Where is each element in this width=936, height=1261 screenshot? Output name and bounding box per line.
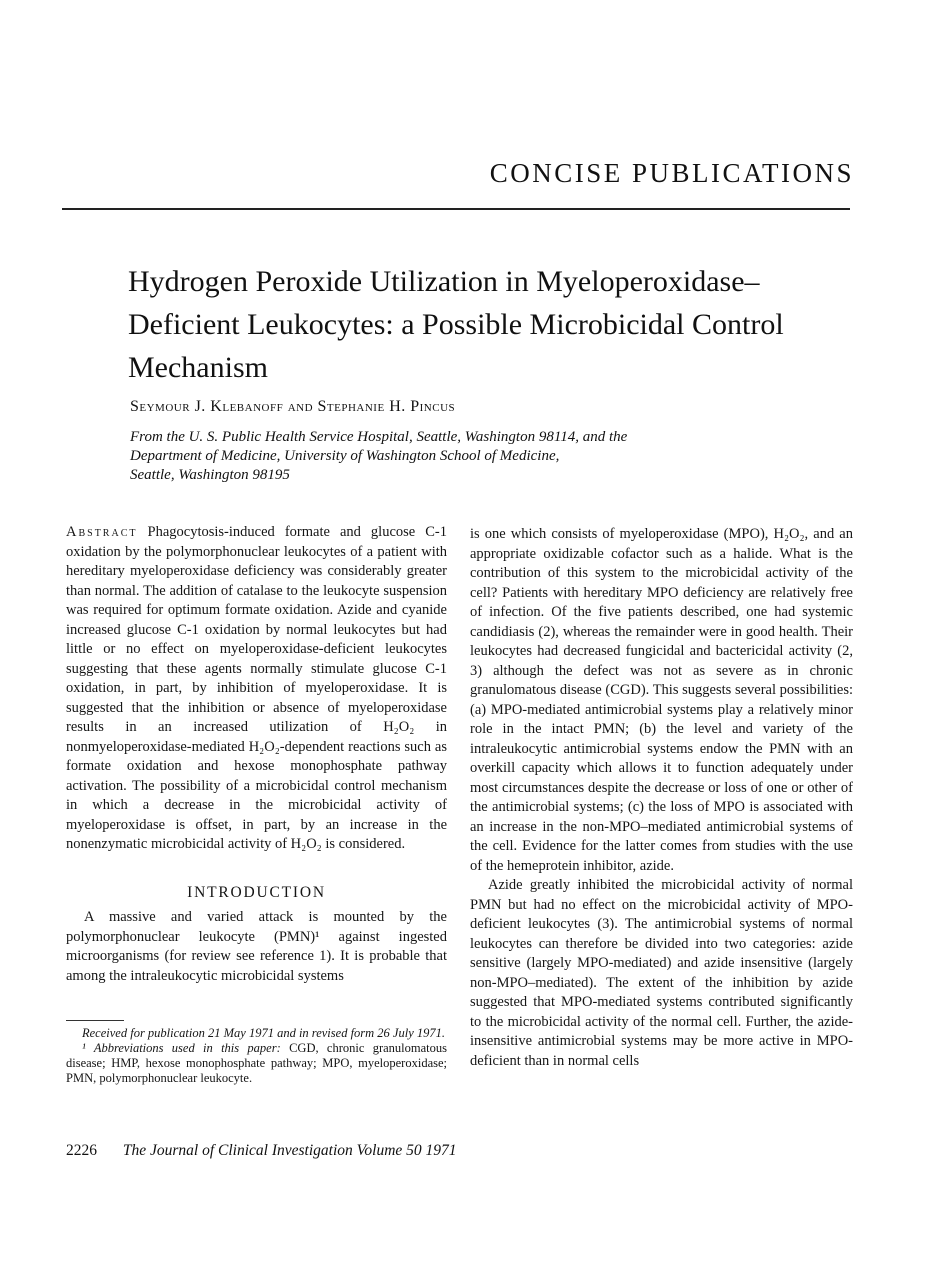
abstract bbox=[66, 523, 447, 855]
abbreviations-text: CGD, chronic granulomatous disease; HMP, hexose monophosphate pathway; MPO, myeloperoxidase; PMN, polymorphonuclear leukocyte. bbox=[66, 1041, 447, 1085]
intro-paragraph-1-continued: is one which consists of myeloperoxidase (MPO), H₂O₂, and an appropriate oxidizable cofactor such as a halide. What is the contribution of this system to the microbicidal activity of the cell? Patients with hereditary MPO deficiency are relatively free of infection. Of the five patients described, one had systemic candidiasis (2), whereas the remainder were in good health. Their leukocytes had decreased fungicidal and bactericidal activity (2, 3) although the defect was not as severe as in chronic granulomatous disease (CGD). This suggests several possibilities: (a) MPO-mediated antimicrobial systems play a relatively minor role in the intact PMN; (b) the level and variety of the intraleukocytic antimicrobial systems endow the PMN with an overkill capacity which allows it to function adequately under most circumstances despite the decrease or loss of one or other of the antimicrobial systems; (c) the loss of MPO is associated with an increase in the non-MPO–mediated antimicrobial systems of the cell. Evidence for the latter comes from studies with the use of the hemeprotein inhibitor, azide. bbox=[470, 526, 853, 874]
received-note: Received for publication 21 May 1971 and in revised form 26 July 1971. bbox=[82, 1026, 446, 1040]
abbreviations-note bbox=[66, 1041, 447, 1086]
abbreviations-label: ¹ Abbreviations used in this paper: bbox=[82, 1041, 281, 1055]
section-heading: CONCISE PUBLICATIONS bbox=[489, 158, 854, 188]
header-rule bbox=[62, 208, 850, 210]
intro-paragraph-2: Azide greatly inhibited the microbicidal activity of normal PMN but had no effect on the microbicidal activity of MPO-deficient leukocytes (3). The antimicrobial systems of normal leukocytes can therefore be divided into two categories: azide sensitive (largely MPO-mediated) and azide insensitive (largely non-MPO–mediated). The extent of the inhibition by azide suggested that MPO-mediated systems contributed significantly to the microbicidal activity of the normal cell. Further, the azide-insensitive antimicrobial systems may be more active in MPO-deficient than in normal cells bbox=[470, 877, 853, 1069]
footnotes bbox=[66, 1026, 447, 1086]
abstract-text: Phagocytosis-induced formate and glucose C-1 oxidation by the polymorphonuclear leukocytes of a patient with hereditary myeloperoxidase deficiency was considerably greater than normal. The addition of catalase to the leukocyte suspension was required for optimum formate oxidation. Azide and cyanide increased glucose C-1 oxidation by normal leukocytes but had little or no effect on myeloperoxidase-deficient leukocytes suggesting that these agents normally stimulate glucose C-1 oxidation, in part, by inhibition of myeloperoxidase. It is suggested that the inhibition or absence of myeloperoxidase results in an increased utilization of H₂O₂ in nonmyeloperoxidase-mediated H₂O₂-dependent reactions such as formate oxidation and hexose monophosphate pathway activation. The possibility of a microbicidal control mechanism in which a decrease in the microbicidal activity of myeloperoxidase is offset, in part, by an increase in the nonenzymatic microbicidal activity of H₂O₂ is considered. bbox=[66, 524, 448, 852]
footnote-rule bbox=[66, 1020, 124, 1021]
right-column bbox=[470, 525, 853, 1071]
article-title: Hydrogen Peroxide Utilization in Myeloperoxidase–Deficient Leukocytes: a Possible Microbicidal Control Mechanism bbox=[128, 265, 784, 384]
introduction-heading: INTRODUCTION bbox=[187, 883, 326, 901]
affiliation bbox=[130, 428, 770, 485]
authors: Seymour J. Klebanoff and Stephanie H. Pincus bbox=[130, 398, 456, 415]
page-footer bbox=[66, 1142, 457, 1160]
journal-citation: The Journal of Clinical Investigation Volume 50 1971 bbox=[122, 1142, 457, 1159]
abstract-label: Abstract bbox=[66, 524, 138, 540]
affiliation-line: Department of Medicine, University of Washington School of Medicine, bbox=[130, 448, 560, 464]
intro-paragraph-1: A massive and varied attack is mounted by the polymorphonuclear leukocyte (PMN)¹ against ingested microorganisms (for review see reference 1). It is probable that among the intraleukocytic microbicidal systems bbox=[66, 909, 447, 984]
left-column bbox=[66, 523, 447, 986]
page-number: 2226 bbox=[66, 1142, 97, 1159]
affiliation-line: From the U. S. Public Health Service Hospital, Seattle, Washington 98114, and the bbox=[130, 429, 628, 445]
affiliation-line: Seattle, Washington 98195 bbox=[130, 467, 290, 483]
